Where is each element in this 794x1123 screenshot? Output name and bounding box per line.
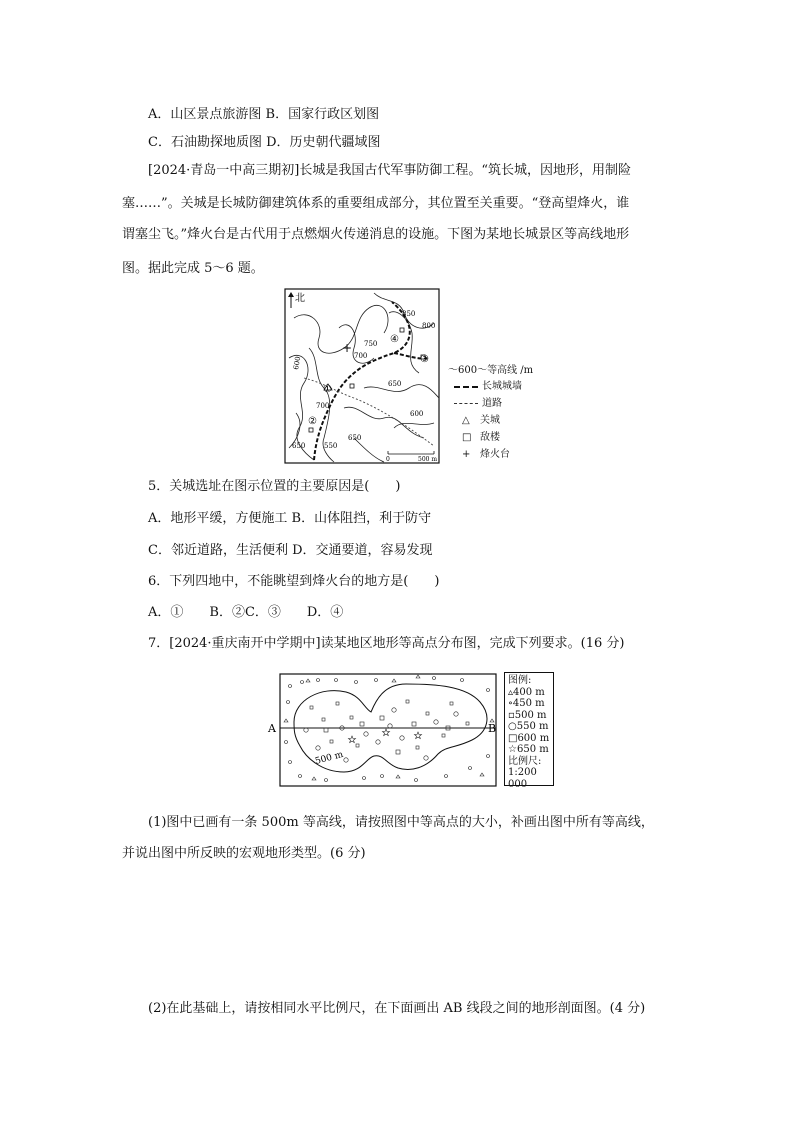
legend-pass: △ 关城 bbox=[462, 415, 500, 426]
contour-label: 750 bbox=[364, 340, 378, 348]
contour-label: 850 bbox=[402, 310, 416, 318]
great-wall-contour-map bbox=[284, 288, 440, 464]
legend-road: 道路 bbox=[454, 394, 502, 409]
triangle-icon: △ bbox=[462, 415, 470, 426]
contour-label: 700 bbox=[316, 402, 330, 410]
legend-wall: 长城城墙 bbox=[454, 377, 522, 392]
q4-option-cd: C．石油勘探地质图 D．历史朝代疆域图 bbox=[148, 135, 381, 150]
legend-item: □600 m bbox=[508, 732, 550, 744]
scale-zero: 0 bbox=[386, 456, 390, 463]
spot-height-legend bbox=[504, 672, 554, 790]
q6-stem: 6．下列四地中，不能眺望到烽火台的地方是( ) bbox=[148, 574, 440, 589]
q5-option-ab: A．地形平缓，方便施工 B．山体阻挡，利于防守 bbox=[148, 511, 432, 526]
q5-option-cd: C．邻近道路，生活便利 D．交通要道，容易发现 bbox=[148, 543, 433, 558]
contour-label: 600 bbox=[292, 355, 303, 371]
legend-contour: ～600～等高线 /m bbox=[448, 365, 534, 376]
point-b-label: B bbox=[488, 722, 497, 735]
marker-1: ① bbox=[323, 384, 332, 395]
passage-line-4: 图。据此完成 5～6 题。 bbox=[122, 261, 264, 276]
q4-option-ab: A．山区景点旅游图 B．国家行政区划图 bbox=[148, 107, 380, 122]
contour-500-label: 500 m bbox=[314, 749, 345, 767]
q5-stem: 5．关城选址在图示位置的主要原因是( ) bbox=[148, 479, 401, 494]
contour-label: 800 bbox=[422, 322, 436, 330]
point-a-label: A bbox=[268, 722, 276, 735]
contour-label: 600 bbox=[410, 410, 424, 418]
scale-title: 比例尺: bbox=[508, 755, 542, 767]
scale-label: 500 m bbox=[418, 456, 438, 463]
q7-sub1-line-1: (1)图中已画有一条 500m 等高线，请按照图中等高点的大小，补画出图中所有等高线， bbox=[148, 815, 654, 830]
legend-item: ○550 m bbox=[508, 721, 549, 732]
legend-item: ▫500 m bbox=[508, 709, 547, 721]
road-line-icon bbox=[454, 403, 478, 404]
passage-line-3: 谓塞尘飞。”烽火台是古代用于点燃烟火传递消息的设施。下图为某地长城景区等高线地形 bbox=[122, 227, 630, 242]
spot-height-map bbox=[266, 672, 498, 788]
legend-title: 图例: bbox=[508, 675, 532, 686]
wall-line-icon bbox=[454, 386, 478, 388]
contour-label: 650 bbox=[388, 380, 402, 388]
marker-4: ④ bbox=[390, 334, 399, 345]
legend-beacon: + 烽火台 bbox=[462, 449, 510, 460]
contour-label: 650 bbox=[292, 442, 306, 450]
marker-3: ③ bbox=[420, 354, 429, 365]
q7-stem: 7．[2024·重庆南开中学期中]读某地区地形等高点分布图，完成下列要求。(16 分) bbox=[148, 636, 625, 651]
legend-tower: □ 敌楼 bbox=[462, 432, 500, 443]
passage-line-2: 塞……”。关城是长城防御建筑体系的重要组成部分，其位置至关重要。“登高望烽火，谁 bbox=[122, 196, 630, 211]
legend-item: ▵400 m bbox=[508, 686, 545, 698]
contour-label: 650 bbox=[348, 434, 362, 442]
contour-label: 700 bbox=[354, 352, 368, 360]
plus-icon: + bbox=[462, 449, 471, 460]
beacon-symbol: + bbox=[342, 341, 353, 355]
legend-item: ☆650 m bbox=[508, 744, 549, 755]
q7-sub2: (2)在此基础上，请按相同水平比例尺，在下面画出 AB 线段之间的地形剖面图。(4 分) bbox=[148, 1001, 646, 1016]
square-icon: □ bbox=[462, 432, 472, 443]
contour-label: 550 bbox=[324, 442, 338, 450]
q7-sub1-line-2: 并说出图中所反映的宏观地形类型。(6 分) bbox=[122, 846, 366, 861]
passage-line-1: [2024·青岛一中高三期初]长城是我国古代军事防御工程。“筑长城，因地形，用制险 bbox=[148, 163, 632, 178]
scale-value: 1:200 000 bbox=[508, 767, 537, 790]
marker-2: ② bbox=[308, 416, 317, 427]
legend-item: ∘450 m bbox=[508, 698, 545, 709]
north-label: 北 bbox=[295, 293, 305, 304]
q6-options: A．① B．②C．③ D．④ bbox=[148, 605, 344, 620]
